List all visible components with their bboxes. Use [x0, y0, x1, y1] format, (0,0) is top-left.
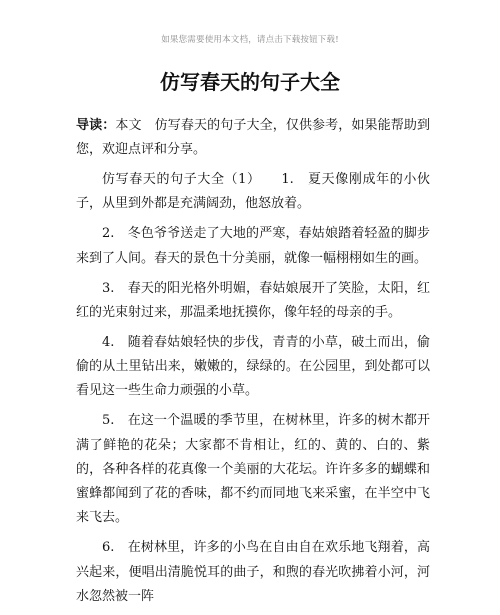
paragraph-3: 3. 春天的阳光格外明媚，春姑娘展开了笑脸，太阳，红红的光束射过来，那温柔地抚摸你，像年轻的母亲的手。	[76, 280, 430, 320]
paragraph-2: 2. 冬色爷爷送走了大地的严寒，春姑娘踏着轻盈的脚步来到了人间。春天的景色十分美丽，就像一幅栩栩如生的画。	[76, 226, 430, 266]
paragraph-5: 5. 在这一个温暖的季节里，在树林里，许多的树木都开满了鲜艳的花朵；大家都不肯相让，红的、黄的、白的、紫的，各种各样的花真像一个美丽的大花坛。许许多多的蝴蝶和蜜蜂都闻到了花的香味，都不约而同地飞来采蜜，在半空中飞来飞去。	[76, 413, 430, 526]
document-body	[76, 114, 430, 615]
download-notice: 如果您需要使用本文档，请点击下载按钮下载!	[161, 35, 339, 45]
lead-paragraph	[76, 114, 430, 163]
document-title: 仿写春天的句子大全	[160, 70, 340, 94]
paragraph-4: 4. 随着春姑娘轻快的步伐，青青的小草，破土而出，偷偷的从土里钻出来，嫩嫩的，绿绿的。在公园里，到处都可以看见这一些生命力顽强的小草。	[76, 334, 430, 399]
paragraph-6: 6. 在树林里，许多的小鸟在自由自在欢乐地飞翔着，高兴起来，便唱出清脆悦耳的曲子，和煦的春光吹拂着小河，河水忽然被一阵	[76, 540, 430, 604]
lead-label: 导读：	[76, 118, 116, 133]
paragraph-1: 仿写春天的句子大全（1） 1. 夏天像刚成年的小伙子，从里到外都是充满阔劲，他怒放着。	[76, 172, 430, 212]
lead-text: 本文 仿写春天的句子大全，仅供参考，如果能帮助到您，欢迎点评和分享。	[76, 118, 430, 158]
